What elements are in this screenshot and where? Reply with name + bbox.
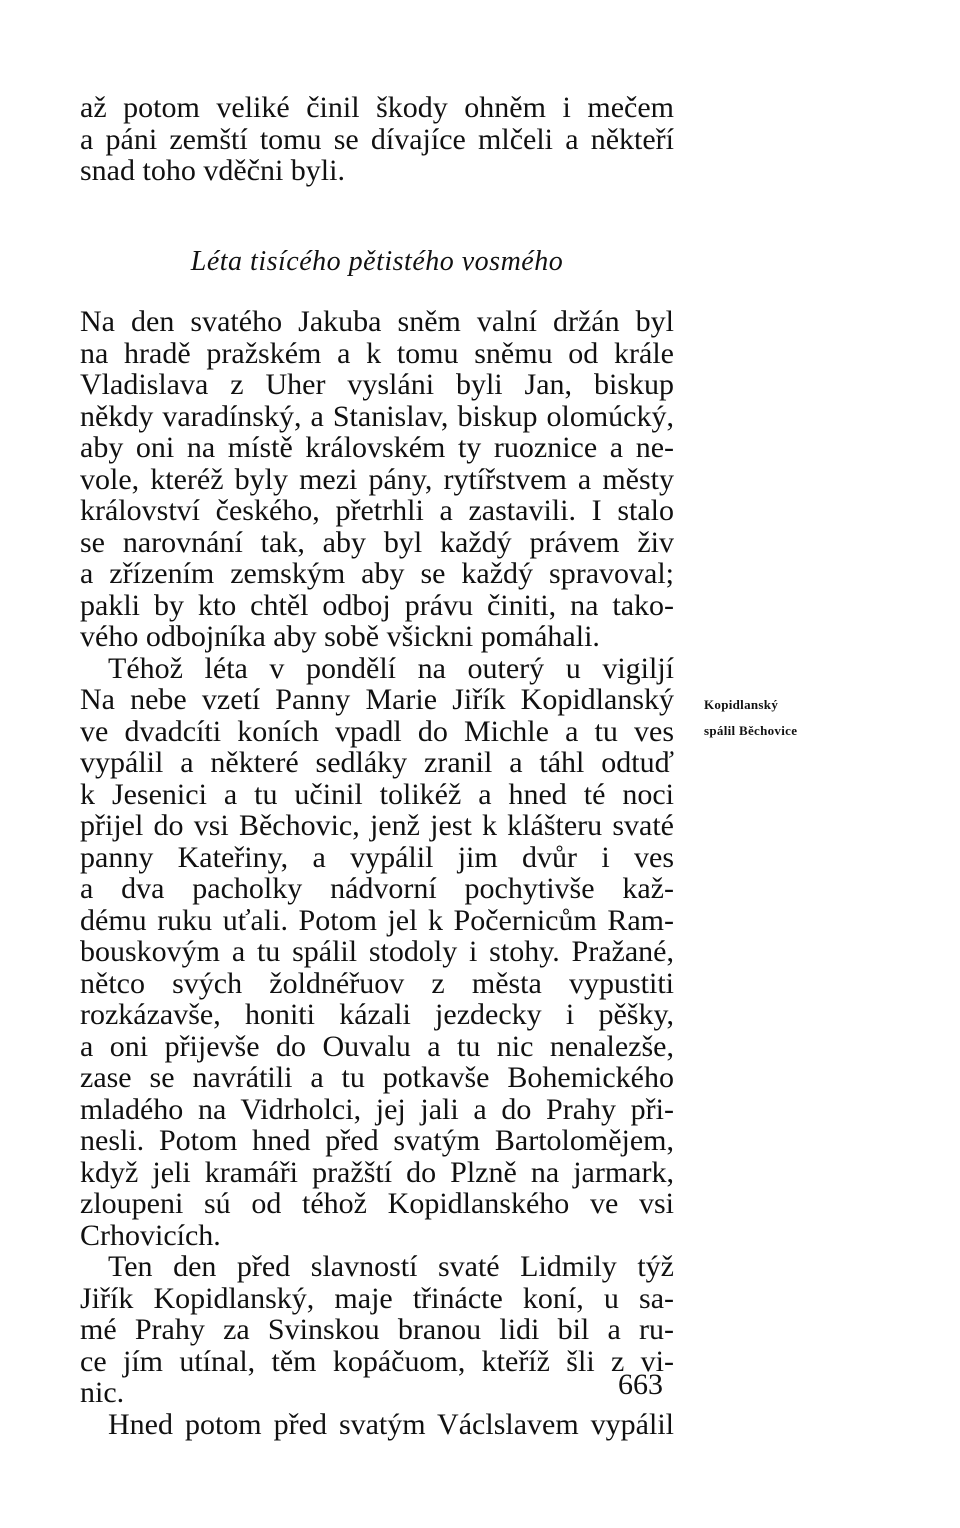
text-line: Hned potom před svatým Václslavem vypálil: [108, 1407, 674, 1441]
text-line: Jiřík Kopidlanský, maje třinácte koní, u sa-: [80, 1281, 674, 1315]
text-line: vole, kteréž byly mezi pány, rytířstvem a městy: [80, 462, 674, 496]
text-line: a dva pacholky nádvorní pochytivše kaž-: [80, 872, 674, 905]
text-line: panny Kateřiny, a vypálil jim dvůr i ves: [80, 840, 674, 874]
margin-note-line: Kopidlanský: [704, 697, 779, 712]
text-line: ve dvadcíti koních vpadl do Michle a tu ves: [80, 714, 674, 748]
text-line: Na den svatého Jakuba sněm valní držán byl: [80, 305, 674, 338]
section-heading: Léta tisícého pětistého vosmého: [190, 246, 564, 277]
text-line: nětco svých žoldnéřuov z města vypustiti: [80, 966, 674, 1000]
text-line: Téhož léta v pondělí na outerý u vigiljí: [108, 651, 674, 685]
text-line: až potom veliké činil škody ohněm i mečem: [80, 91, 674, 124]
page-number: 663: [618, 1368, 663, 1401]
text-line: Ten den před slavností svaté Lidmily týž: [108, 1250, 674, 1283]
main-text: [80, 306, 674, 1440]
text-line: a oni přijevše do Ouvalu a tu nic nenalezše,: [80, 1029, 674, 1063]
text-line: nesli. Potom hned před svatým Bartolomějem,: [80, 1124, 674, 1157]
text-line: snad toho vděčni byli.: [80, 154, 345, 187]
text-line: vypálil a některé sedláky zranil a táhl odtuď: [80, 746, 674, 779]
top-paragraph: [80, 92, 674, 187]
text-line: ce jím utínal, těm kopáčuom, kteříž šli z vi-: [80, 1344, 674, 1378]
text-line: k Jesenici a tu učinil tolikéž a hned té noci: [80, 777, 674, 811]
text-line: zase se navrátili a tu potkavše Bohemického: [80, 1061, 674, 1094]
margin-note: [704, 692, 864, 744]
text-line: dému ruku uťali. Potom jel k Počernicům Ram-: [80, 903, 674, 937]
text-line: mé Prahy za Svinskou branou lidi bil a ru-: [80, 1313, 674, 1346]
text-line: pakli by kto chtěl odboj právu činiti, na tako-: [80, 588, 674, 622]
text-line: se narovnání tak, aby byl každý právem živ: [80, 525, 674, 559]
text-line: aby oni na místě královském ty ruoznice a ne-: [80, 431, 674, 464]
text-line: bouskovým a tu spálil stodoly i stohy. Pražané,: [80, 935, 674, 968]
text-line: mladého na Vidrholci, jej jali a do Prahy při-: [80, 1092, 674, 1126]
margin-note-line: spálil Běchovice: [704, 723, 798, 738]
text-line: na hradě pražském a k tomu sněmu od krále: [80, 336, 674, 370]
text-line: rozkázavše, honiti kázali jezdecky i pěšky,: [80, 998, 674, 1031]
text-line: zloupeni sú od téhož Kopidlanského ve vsi: [80, 1187, 674, 1220]
text-line: přijel do vsi Běchovic, jenž jest k klášteru svaté: [80, 809, 674, 842]
text-line: a zřízením zemským aby se každý spravoval;: [80, 557, 674, 590]
text-line: když jeli kramáři pražští do Plzně na jarmark,: [80, 1155, 674, 1189]
text-line: Crhovicích.: [80, 1218, 221, 1252]
text-line: vého odbojníka aby sobě všickni pomáhali.: [80, 620, 600, 653]
text-line: Vladislava z Uher vysláni byli Jan, biskup: [80, 368, 674, 401]
text-line: nic.: [80, 1376, 125, 1409]
text-line: Na nebe vzetí Panny Marie Jiřík Kopidlanský: [80, 683, 674, 716]
text-line: někdy varadínský, a Stanislav, biskup olomúcký,: [80, 399, 674, 433]
text-line: a páni zemští tomu se dívajíce mlčeli a někteří: [80, 122, 674, 156]
text-line: království českého, přetrhli a zastavili. I stalo: [80, 494, 674, 527]
